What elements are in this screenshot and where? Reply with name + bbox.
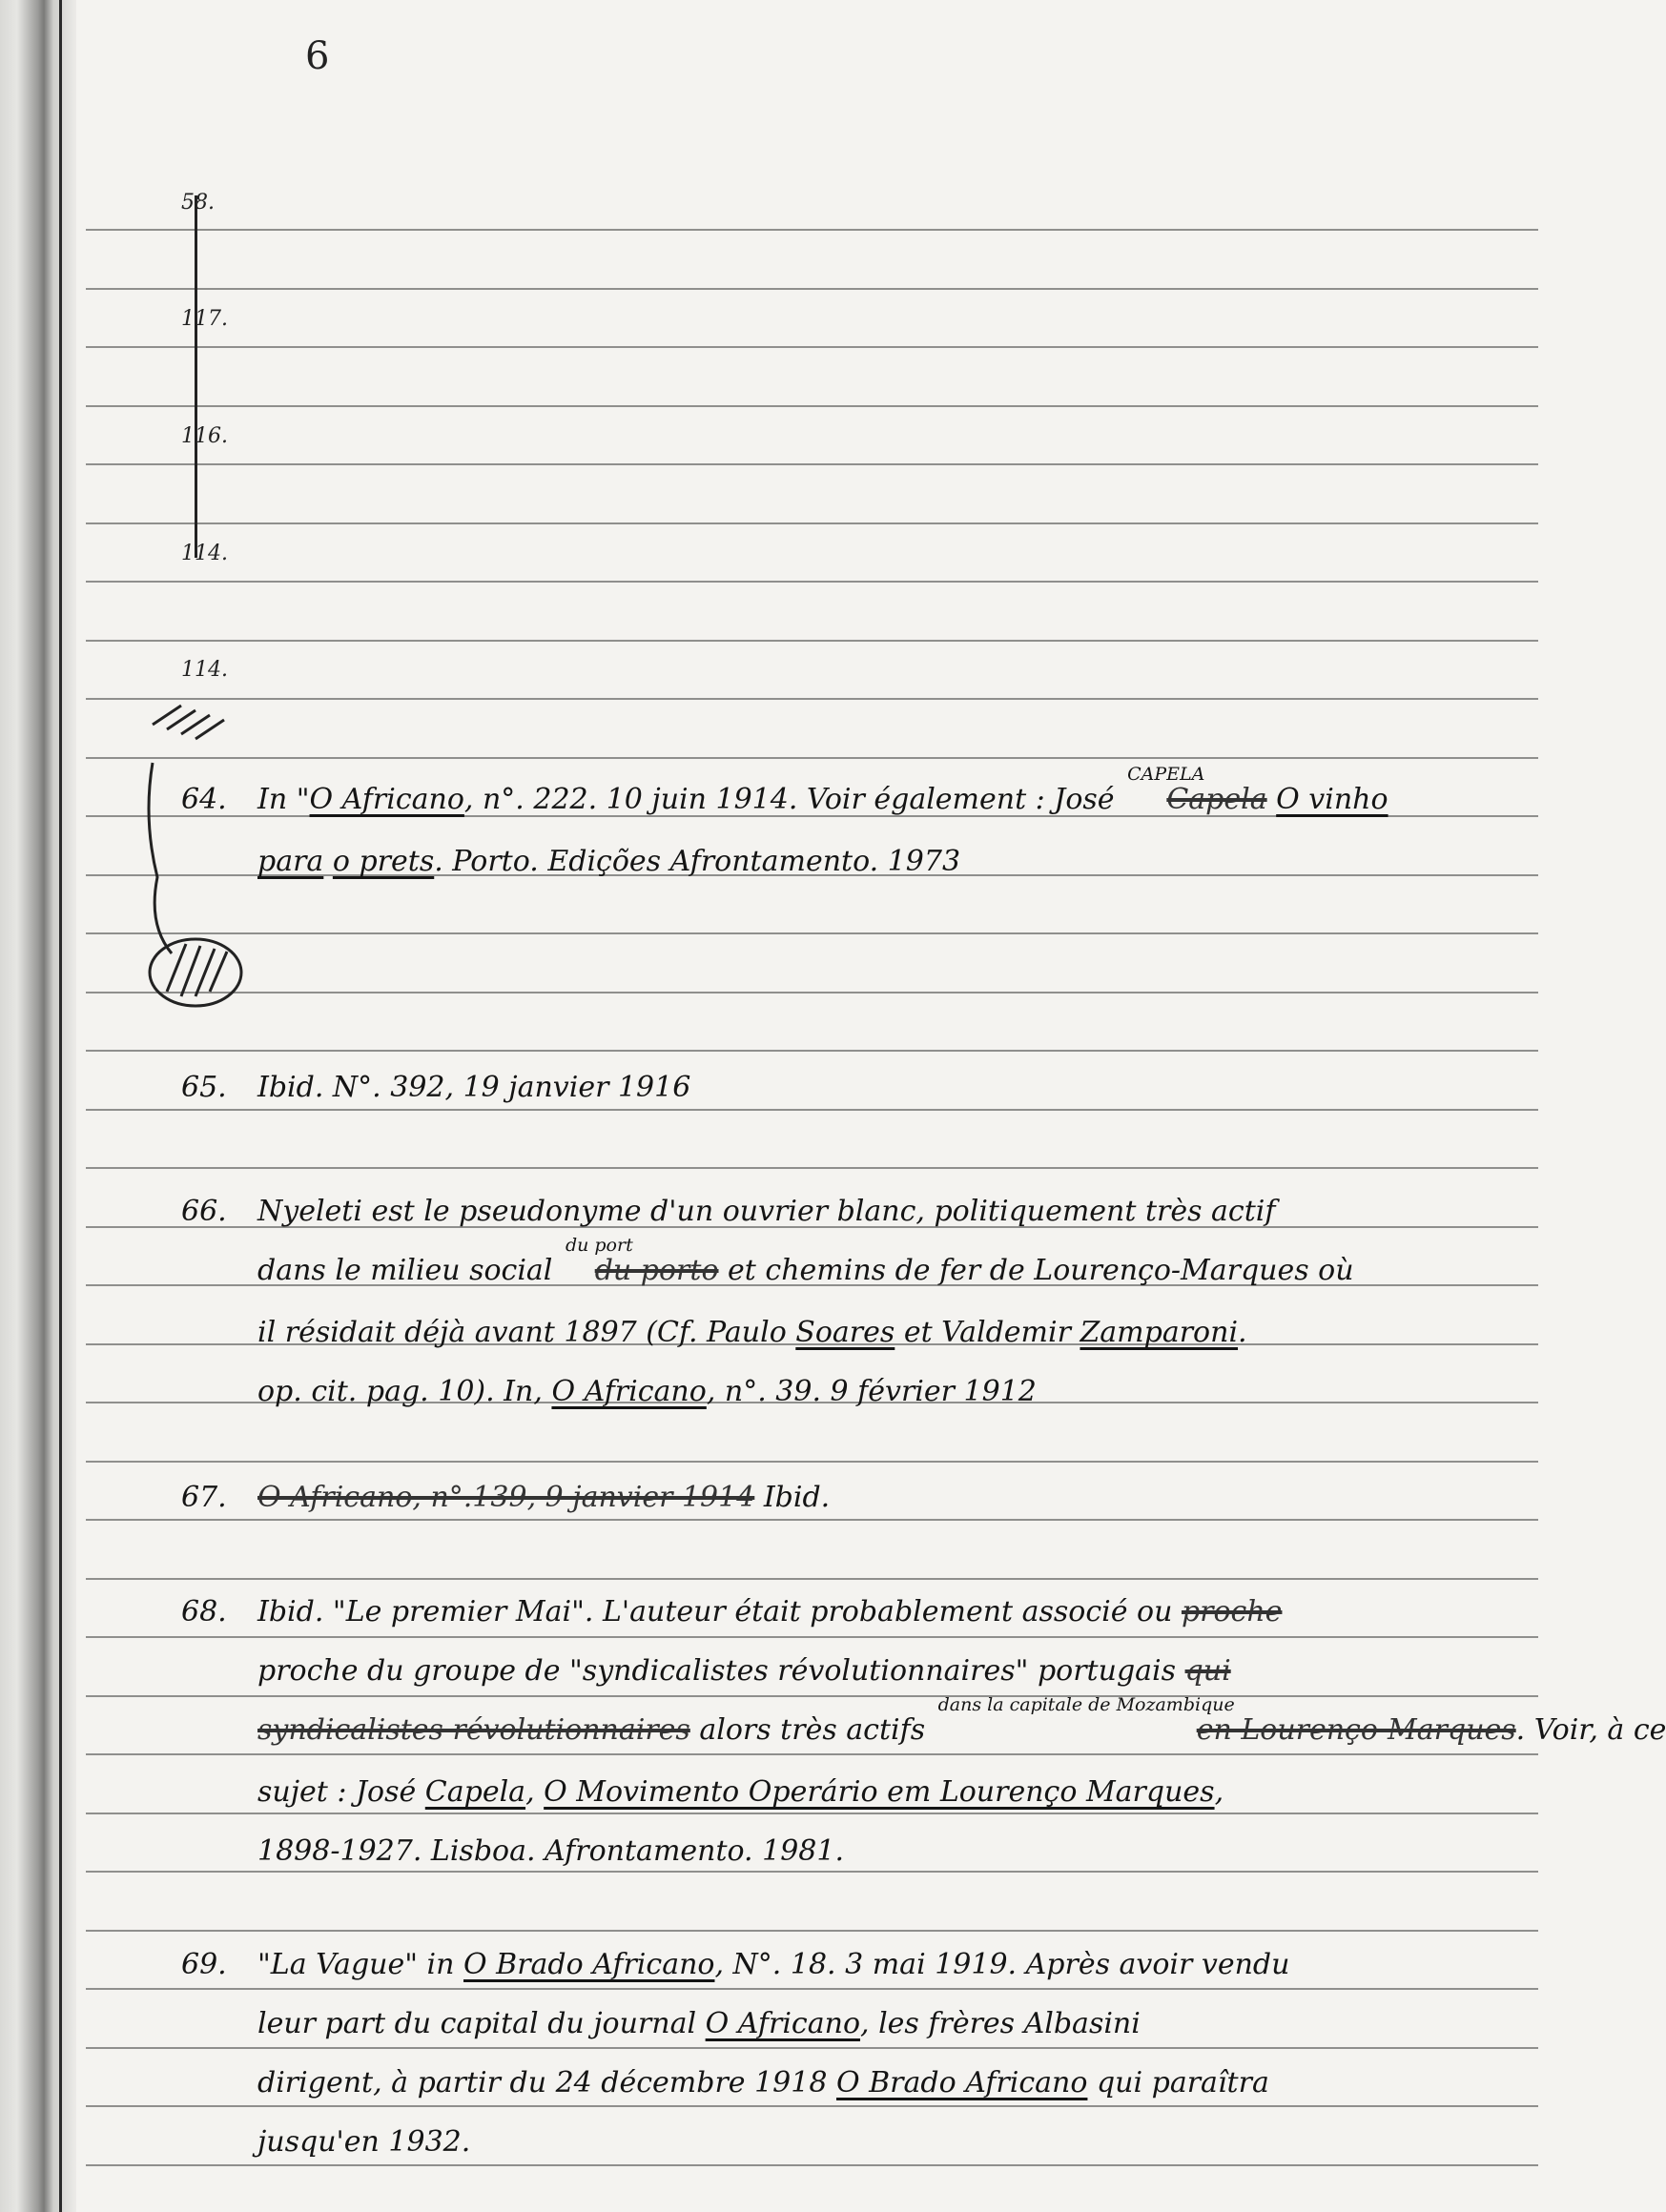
footnote-line [181,1822,1535,1881]
binding-shadow [0,0,76,2212]
ledger-mark: 114. [181,542,228,565]
footnote-line [181,1642,1535,1701]
underlined-title: O Africano [309,783,464,816]
footnote-text: In " [257,783,310,816]
rule-line [86,1050,1538,1052]
inserted-correction: du port [565,1235,633,1256]
inserted-correction: CAPELA [1127,764,1205,785]
footnote-text: jusqu'en 1932. [257,2125,471,2159]
footnote-text: , N°. 18. 3 mai 1919. Après avoir vendu [714,1948,1290,1981]
footnote-66 [181,1182,1535,1422]
footnote-text: . Voir, à ce [1515,1713,1666,1747]
footnote-text: dirigent, à partir du 24 décembre 1918 [257,2066,836,2099]
footnote-text: qui paraîtra [1087,2066,1269,2099]
struck-text: syndicalistes révolutionnaires [257,1713,690,1747]
binding-edge [59,0,62,2212]
footnote-text [1267,783,1277,816]
footnote-text: Ibid. [754,1481,831,1514]
underlined-title: Capela [424,1775,526,1809]
struck-text: O Africano, n°.139, 9 janvier 1914 [257,1481,755,1514]
footnote-number: 67. [181,1481,227,1514]
struck-text: du porto [594,1254,719,1287]
footnote-number: 68. [181,1595,227,1628]
page-number: 6 [305,34,330,78]
struck-text: qui [1184,1654,1231,1688]
footnote-text: op. cit. pag. 10). In, [257,1375,552,1408]
rule-line [86,698,1538,700]
footnote-number: 64. [181,783,227,816]
ledger-mark: 116. [181,424,228,448]
footnote-65 [181,1058,1535,1117]
rule-line [86,932,1538,934]
footnote-number: 66. [181,1195,227,1228]
inserted-correction: dans la capitale de Mozambique [937,1694,1235,1715]
underlined-title: O Africano [705,2007,861,2040]
footnote-line [181,1182,1535,1241]
rule-line [86,1461,1538,1463]
ledger-mark: 58. [181,191,215,215]
rule-line [86,288,1538,290]
footnote-text: . Porto. Edições Afrontamento. 1973 [434,845,961,878]
struck-text: Capela [1166,783,1267,816]
footnote-text: 1898-1927. Lisboa. Afrontamento. 1981. [257,1834,845,1868]
footnote-text: , n°. 39. 9 février 1912 [706,1375,1037,1408]
footnote-line [181,1936,1535,1995]
footnote-line [181,832,1535,891]
footnote-line [181,2113,1535,2172]
footnote-text: "La Vague" in [257,1948,464,1981]
footnote-text: sujet : José [257,1775,425,1809]
footnote-text: , n°. 222. 10 juin 1914. Voir également : José [463,783,1124,816]
underlined-title: Zamparoni [1080,1316,1239,1349]
footnote-text: leur part du capital du journal [257,2007,706,2040]
struck-text: en Lourenço-Marques [1196,1713,1516,1747]
footnote-text: et chemins de fer de Lourenço-Marques où [718,1254,1354,1287]
rule-line [86,640,1538,642]
underlined-title: O Africano [551,1375,707,1408]
footnote-line [181,1235,1535,1303]
underlined-title: O Brado Africano [463,1948,715,1981]
footnote-line [181,1763,1535,1822]
footnote-line [181,764,1535,832]
footnote-67 [181,1468,1535,1527]
rule-line [86,229,1538,231]
ledger-bracket [195,195,197,558]
ledger-mark: 114. [181,658,228,682]
footnote-text: proche du groupe de "syndicalistes révolutionnaires" portugais [257,1654,1185,1688]
rule-line [86,1930,1538,1932]
ledger-mark: 117. [181,307,228,331]
footnote-text: Ibid. N°. 392, 19 janvier 1916 [257,1071,691,1104]
footnote-number: 65. [181,1071,227,1104]
footnote-text: . [1238,1316,1247,1349]
footnote-line [181,2054,1535,2113]
underlined-title: O vinho [1276,783,1388,816]
footnote-text: , [1214,1775,1224,1809]
underlined-title: o prets [332,845,435,878]
rule-line [86,463,1538,465]
footnote-text: , les frères Albasini [860,2007,1141,2040]
footnote-line [181,1583,1535,1642]
footnote-text: , [525,1775,545,1809]
rule-line [86,405,1538,407]
footnote-line [181,1995,1535,2054]
rule-line [86,757,1538,759]
rule-line [86,522,1538,524]
rule-line [86,1167,1538,1169]
footnote-line [181,1303,1535,1362]
footnote-line [181,1468,1535,1527]
footnote-68 [181,1583,1666,1881]
struck-text: proche [1181,1595,1283,1628]
rule-line [86,346,1538,348]
footnote-text: alors très actifs [689,1713,935,1747]
footnote-text [323,845,333,878]
underlined-title: O Brado Africano [835,2066,1088,2099]
footnote-line [181,1694,1666,1763]
footnote-number: 69. [181,1948,227,1981]
rule-line [86,581,1538,583]
footnote-line [181,1058,1535,1117]
footnote-line [181,1362,1535,1422]
rule-line [86,992,1538,993]
footnote-64 [181,764,1535,891]
footnote-text: et Valdemir [895,1316,1080,1349]
footnote-text: dans le milieu social [257,1254,562,1287]
underlined-title: O Movimento Operário em Lourenço Marques [544,1775,1215,1809]
rule-line [86,1578,1538,1580]
underlined-title: Soares [795,1316,895,1349]
underlined-title: para [257,845,324,878]
footnote-text: il résidait déjà avant 1897 (Cf. Paulo [257,1316,796,1349]
footnote-text: Ibid. "Le premier Mai". L'auteur était probablement associé ou [257,1595,1182,1628]
footnote-text: Nyeleti est le pseudonyme d'un ouvrier blanc, politiquement très actif [257,1195,1276,1228]
footnote-69 [181,1936,1535,2172]
